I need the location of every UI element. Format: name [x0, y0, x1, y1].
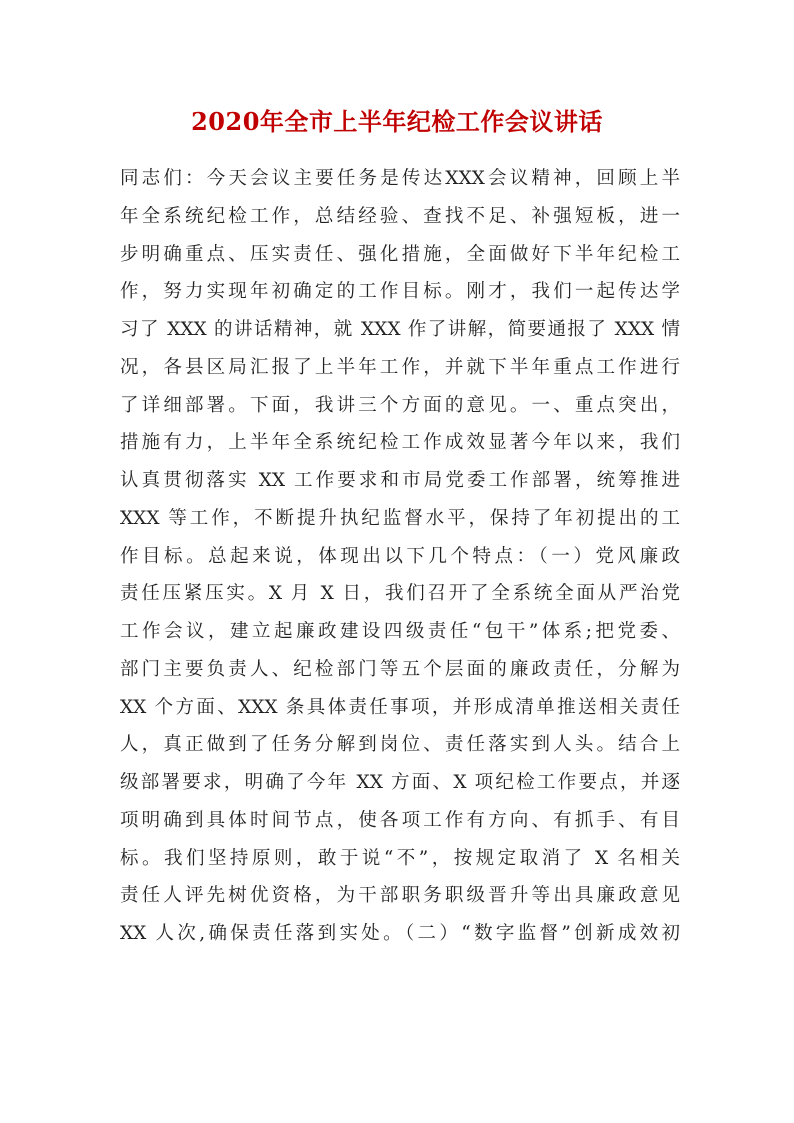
- body-line: XX 人次,确保责任落到实处。（二）“数字监督”创新成效初: [120, 923, 680, 944]
- body-line: 步明确重点、压实责任、强化措施，全面做好下半年纪检工: [120, 243, 680, 265]
- body-line: 作，努力实现年初确定的工作目标。刚才，我们一起传达学: [120, 281, 680, 303]
- body-line: 项明确到具体时间节点，使各项工作有方向、有抓手、有目: [120, 809, 680, 831]
- body-line: 作目标。总起来说，体现出以下几个特点：（一）党风廉政: [120, 545, 680, 567]
- body-line: 责任人评先树优资格，为干部职务职级晋升等出具廉政意见: [120, 885, 680, 907]
- body-line: 责任压紧压实。X 月 X 日，我们召开了全系统全面从严治党: [120, 583, 680, 605]
- body-line: 认真贯彻落实 XX 工作要求和市局党委工作部署，统筹推进: [120, 470, 680, 491]
- body-line: 部门主要负责人、纪检部门等五个层面的廉政责任，分解为: [120, 658, 680, 680]
- body-line: 同志们：今天会议主要任务是传达XXX会议精神，回顾上半: [120, 168, 680, 189]
- body-line: 标。我们坚持原则，敢于说“不”，按规定取消了 X 名相关: [120, 847, 680, 869]
- body-line: 年全系统纪检工作，总结经验、查找不足、补强短板，进一: [120, 205, 680, 227]
- body-line: 了详细部署。下面，我讲三个方面的意见。一、重点突出，: [120, 394, 680, 416]
- body-line: 级部署要求，明确了今年 XX 方面、X 项纪检工作要点，并逐: [120, 772, 680, 793]
- body-line: 措施有力，上半年全系统纪检工作成效显著今年以来，我们: [120, 432, 680, 454]
- body-line: 工作会议，建立起廉政建设四级责任“包干”体系;把党委、: [120, 621, 680, 642]
- document-title: 2020年全市上半年纪检工作会议讲话: [191, 107, 603, 136]
- body-line: 习了 XXX 的讲话精神，就 XXX 作了讲解，简要通报了 XXX 情: [120, 319, 680, 340]
- body-line: XXX 等工作，不断提升执纪监督水平，保持了年初提出的工: [120, 507, 680, 529]
- body-line: 况，各县区局汇报了上半年工作，并就下半年重点工作进行: [120, 356, 680, 378]
- document-body: [120, 160, 680, 953]
- body-line: 人，真正做到了任务分解到岗位、责任落实到人头。结合上: [120, 734, 680, 756]
- body-line: XX 个方面、XXX 条具体责任事项，并形成清单推送相关责任: [120, 696, 680, 718]
